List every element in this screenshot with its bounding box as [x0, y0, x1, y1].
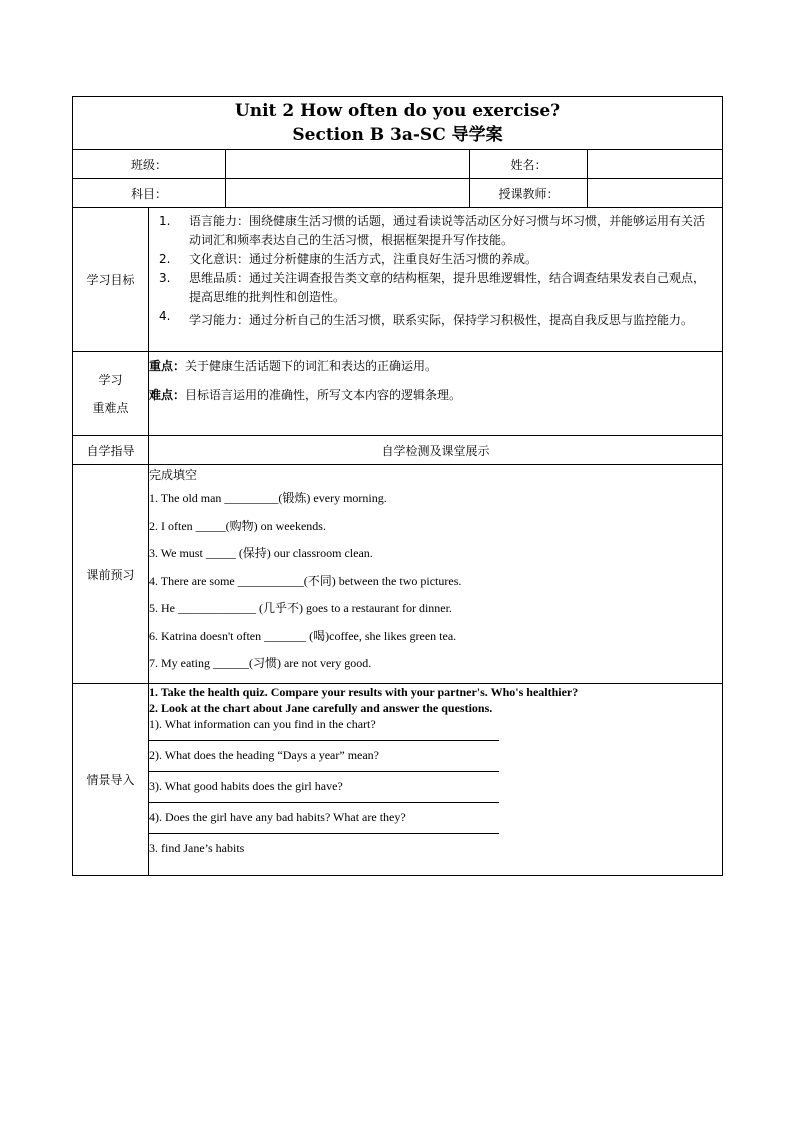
preview-item: 6. Katrina doesn't often _______ (喝)coffee, she likes green tea. — [149, 628, 457, 643]
answer-line-2[interactable] — [149, 763, 499, 772]
title-line-2: Section B 3a-SC 导学案 — [292, 125, 503, 145]
situation-content — [149, 684, 723, 876]
name-label: 姓名： — [470, 150, 588, 179]
difficulty-content — [149, 352, 723, 436]
task-2: 2. Look at the chart about Jane carefully and answer the questions. — [149, 701, 493, 715]
guide-label: 自学指导 — [73, 436, 149, 465]
difficulty-label: 学习 重难点 — [73, 352, 149, 436]
goals-content — [149, 208, 723, 352]
teacher-field[interactable] — [588, 179, 723, 208]
key-point: 重点：关于健康生活话题下的词汇和表达的正确运用。 — [149, 359, 438, 373]
study-guide-table — [72, 96, 723, 876]
answer-line-4[interactable] — [149, 825, 499, 834]
answer-line-3[interactable] — [149, 794, 499, 803]
document-title — [73, 97, 723, 150]
preview-content — [149, 465, 723, 684]
question-3: 3). What good habits does the girl have? — [149, 779, 343, 793]
question-1: 1). What information can you find in the chart? — [149, 717, 376, 731]
goal-item: 2. 文化意识：通过分析健康的生活方式，注重良好生活习惯的养成。 — [159, 252, 538, 266]
title-line-1: Unit 2 How often do you exercise? — [234, 101, 561, 121]
teacher-label: 授课教师： — [470, 179, 588, 208]
class-field[interactable] — [226, 150, 470, 179]
question-2: 2). What does the heading “Days a year” mean? — [149, 748, 380, 762]
preview-item: 2. I often _____(购物) on weekends. — [149, 518, 326, 533]
preview-label: 课前预习 — [73, 465, 149, 684]
preview-item: 3. We must _____ (保持) our classroom clean. — [149, 546, 373, 560]
subject-label: 科目： — [73, 179, 226, 208]
task-1: 1. Take the health quiz. Compare your results with your partner's. Who's healthier? — [149, 685, 579, 699]
name-field[interactable] — [588, 150, 723, 179]
goals-list — [149, 208, 722, 339]
guide-header: 自学检测及课堂展示 — [149, 436, 723, 465]
goal-item: 4. 学习能力：通过分析自己的生活习惯，联系实际，保持学习积极性，提高自我反思与监控能力。 — [159, 309, 694, 327]
preview-item: 5. He _____________ (几乎不) goes to a restaurant for dinner. — [149, 601, 452, 615]
goals-label: 学习目标 — [73, 208, 149, 352]
answer-line-1[interactable] — [149, 732, 499, 741]
class-label: 班级： — [73, 150, 226, 179]
task-3: 3. find Jane’s habits — [149, 841, 245, 855]
preview-item: 4. There are some ___________(不同) between the two pictures. — [149, 573, 462, 588]
goal-item: 3. 思维品质：通过关注调查报告类文章的结构框架，提升思维逻辑性，结合调查结果发表自己观点，提高思维的批判性和创造性。 — [159, 271, 706, 304]
preview-item: 1. The old man _________(锻炼) every morning. — [149, 491, 387, 505]
question-4: 4). Does the girl have any bad habits? What are they? — [149, 810, 406, 824]
goal-item: 1. 语言能力：围绕健康生活习惯的话题，通过看读说等活动区分好习惯与坏习惯，并能够运用有关活动词汇和频率表达自己的生活习惯，根据框架提升写作技能。 — [159, 214, 706, 247]
preview-item: 7. My eating ______(习惯) are not very good. — [149, 656, 372, 670]
situation-label: 情景导入 — [73, 684, 149, 876]
subject-field[interactable] — [226, 179, 470, 208]
hard-point: 难点：目标语言运用的准确性，所写文本内容的逻辑条理。 — [149, 388, 462, 402]
preview-heading: 完成填空 — [149, 468, 198, 482]
